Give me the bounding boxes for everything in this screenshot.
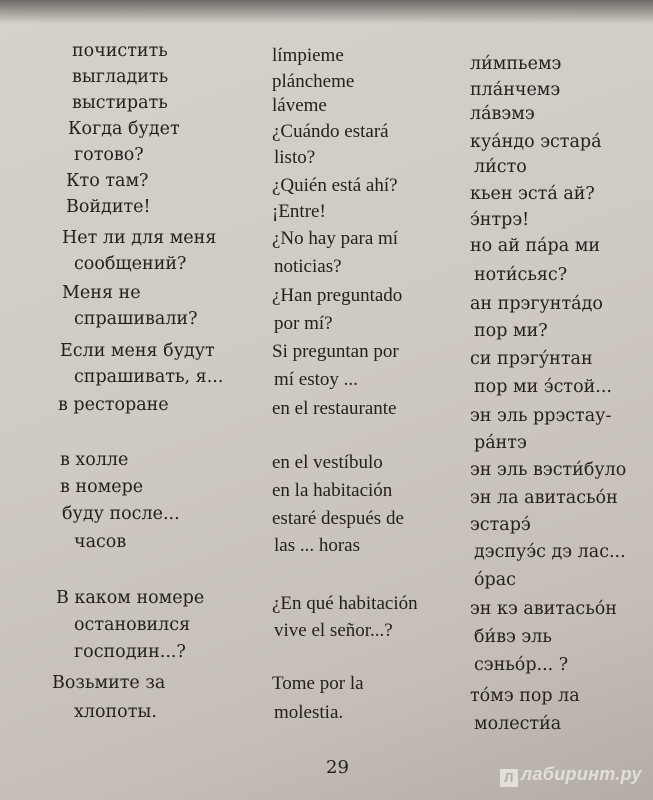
tr-phrase-line: э́нтрэ! [470,210,530,230]
tr-phrase-line: эн кэ авитасьо́н [470,599,617,619]
es-phrase-line: mí estoy ... [274,369,358,390]
es-phrase-line: molestia. [274,702,344,723]
ru-phrase-line: господин...? [74,642,186,662]
ru-phrase-line: выстирать [72,93,168,113]
es-phrase-line: las ... horas [274,535,361,556]
ru-phrase-line: готово? [74,145,144,165]
ru-phrase-line: в холле [60,450,129,470]
es-phrase-line: ¿No hay para mí [272,228,399,249]
tr-phrase-line: си прэгу́нтан [470,349,593,369]
ru-phrase-line: в ресторане [58,395,169,415]
tr-phrase-line: ла́вэмэ [470,104,535,124]
ru-phrase-line: Нет ли для меня [62,228,217,248]
ru-phrase-line: сообщений? [74,254,187,274]
es-phrase-line: ¿Quién está ahí? [272,175,398,196]
ru-phrase-line: почистить [72,41,168,61]
tr-phrase-line: о́рас [474,570,516,590]
labirint-logo-icon: Л [500,769,518,787]
tr-phrase-line: кьен эста́ ай? [470,184,595,204]
tr-phrase-line: ли́мпьемэ [470,54,562,74]
es-phrase-line: ¿Cuándo estará [272,121,389,142]
ru-phrase-line: часов [74,532,127,552]
es-phrase-line: estaré después de [272,508,404,529]
es-phrase-line: límpieme [272,45,344,66]
ru-phrase-line: Когда будет [68,119,180,139]
tr-phrase-line: ан прэгунта́до [470,294,603,314]
tr-phrase-line: эстарэ́ [470,515,531,535]
tr-phrase-line: дэспуэ́с дэ лас... [474,542,626,562]
tr-phrase-line: эн эль вэсти́було [470,460,627,480]
tr-phrase-line: ли́сто [474,157,527,177]
ru-phrase-line: Меня не [62,283,141,303]
page-number: 29 [326,757,349,778]
es-phrase-line: Si preguntan por [272,341,399,362]
es-phrase-line: en la habitación [272,480,393,501]
es-phrase-line: ¿Han preguntado [272,285,403,306]
ru-phrase-line: Если меня будут [60,341,215,361]
ru-phrase-line: спрашивали? [74,309,198,329]
tr-phrase-line: сэньо́р... ? [474,655,569,675]
es-phrase-line: ¿En qué habitación [272,593,418,614]
es-phrase-line: Tome por la [272,673,364,694]
es-phrase-line: listo? [274,147,316,168]
watermark-text: лабиринт.ру [521,764,642,784]
tr-phrase-line: куа́ндо эстара́ [470,132,602,152]
tr-phrase-line: би́вэ эль [474,627,552,647]
tr-phrase-line: молести́а [474,714,562,734]
tr-phrase-line: эн ла авитасьо́н [470,488,618,508]
tr-phrase-line: ра́нтэ [474,433,527,453]
tr-phrase-line: то́мэ пор ла [470,686,580,706]
es-phrase-line: ¡Entre! [272,201,326,222]
es-phrase-line: plánchemе [272,71,355,92]
es-phrase-line: vive el señor...? [274,620,393,641]
tr-phrase-line: эн эль ррэстау- [470,406,612,426]
ru-phrase-line: Возьмите за [52,673,166,693]
tr-phrase-line: пла́нчемэ [470,80,561,100]
ru-phrase-line: Войдите! [66,197,151,217]
es-phrase-line: en el vestíbulo [272,452,383,473]
ru-phrase-line: в номере [60,477,144,497]
tr-phrase-line: пор ми э́стой... [474,377,612,397]
ru-phrase-line: выгладить [72,67,169,87]
ru-phrase-line: остановился [74,615,191,635]
ru-phrase-line: хлопоты. [74,702,157,722]
ru-phrase-line: буду после... [62,504,180,524]
tr-phrase-line: но ай па́ра ми [470,236,600,256]
tr-phrase-line: нoти́сьяс? [474,265,568,285]
es-phrase-line: noticias? [274,256,342,277]
tr-phrase-line: пор ми? [474,321,548,341]
es-phrase-line: láveme [272,95,327,116]
es-phrase-line: en el restaurante [272,398,397,419]
ru-phrase-line: спрашивать, я... [74,367,224,387]
es-phrase-line: por mí? [274,313,333,334]
watermark-logo [500,764,642,787]
ru-phrase-line: В каком номере [56,588,205,608]
ru-phrase-line: Кто там? [66,171,149,191]
